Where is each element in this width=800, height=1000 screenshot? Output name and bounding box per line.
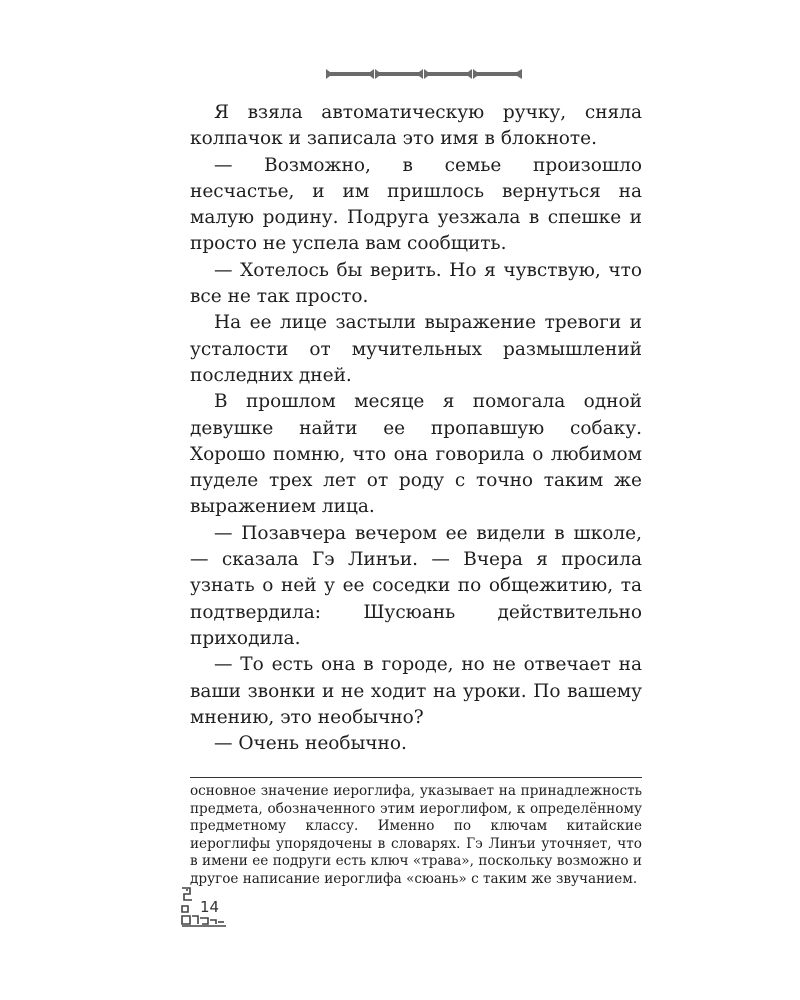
paragraph: — То есть она в городе, но не отвечает на ваши звонки и не ходит на уроки. По вашему мнению, это необычно? [190,654,642,728]
paragraph: — Очень необычно. [214,733,407,755]
footnote-text: основное значение иероглифа, указывает на принадлежность предмета, обозначенного этим иероглифом, к определённому предметному классу. Именно по ключам китайские иероглифы упорядочены в словарях. Гэ Линъи уточняет, что в имени ее подруги есть ключ «трава», поскольку возможно и другое написание иероглифа «сюань» с таким же звучанием. [190,783,642,887]
paragraph: В прошлом месяце я помогала одной девушке найти ее пропавшую собаку. Хорошо помню, что она говорила о любимом пуделе трех лет от роду с точно таким же выражением лица. [190,391,642,518]
footnote-divider [190,777,642,778]
page-footer [180,886,240,928]
footnote [190,783,642,888]
paragraph: — Хотелось бы верить. Но я чувствую, что все не так просто. [190,259,642,308]
page-number: 14 [200,898,220,916]
header-ornament [326,68,522,80]
main-text [190,100,642,757]
paragraph: — Позавчера вечером ее видели в школе, — сказала Гэ Линъи. — Вчера я просила узнать о ней у ее соседки по общежитию, та подтвердила: Шусюань действительно приходила. [190,522,642,649]
paragraph: На ее лице застыли выражение тревоги и усталости от мучительных размышлений последних дней. [190,312,642,386]
paragraph: — Возможно, в семье произошло несчастье, и им пришлось вернуться на малую родину. Подруга уезжала в спешке и просто не успела вам сообщить. [190,154,642,255]
paragraph: Я взяла автоматическую ручку, сняла колпачок и записала это имя в блокноте. [190,102,642,150]
